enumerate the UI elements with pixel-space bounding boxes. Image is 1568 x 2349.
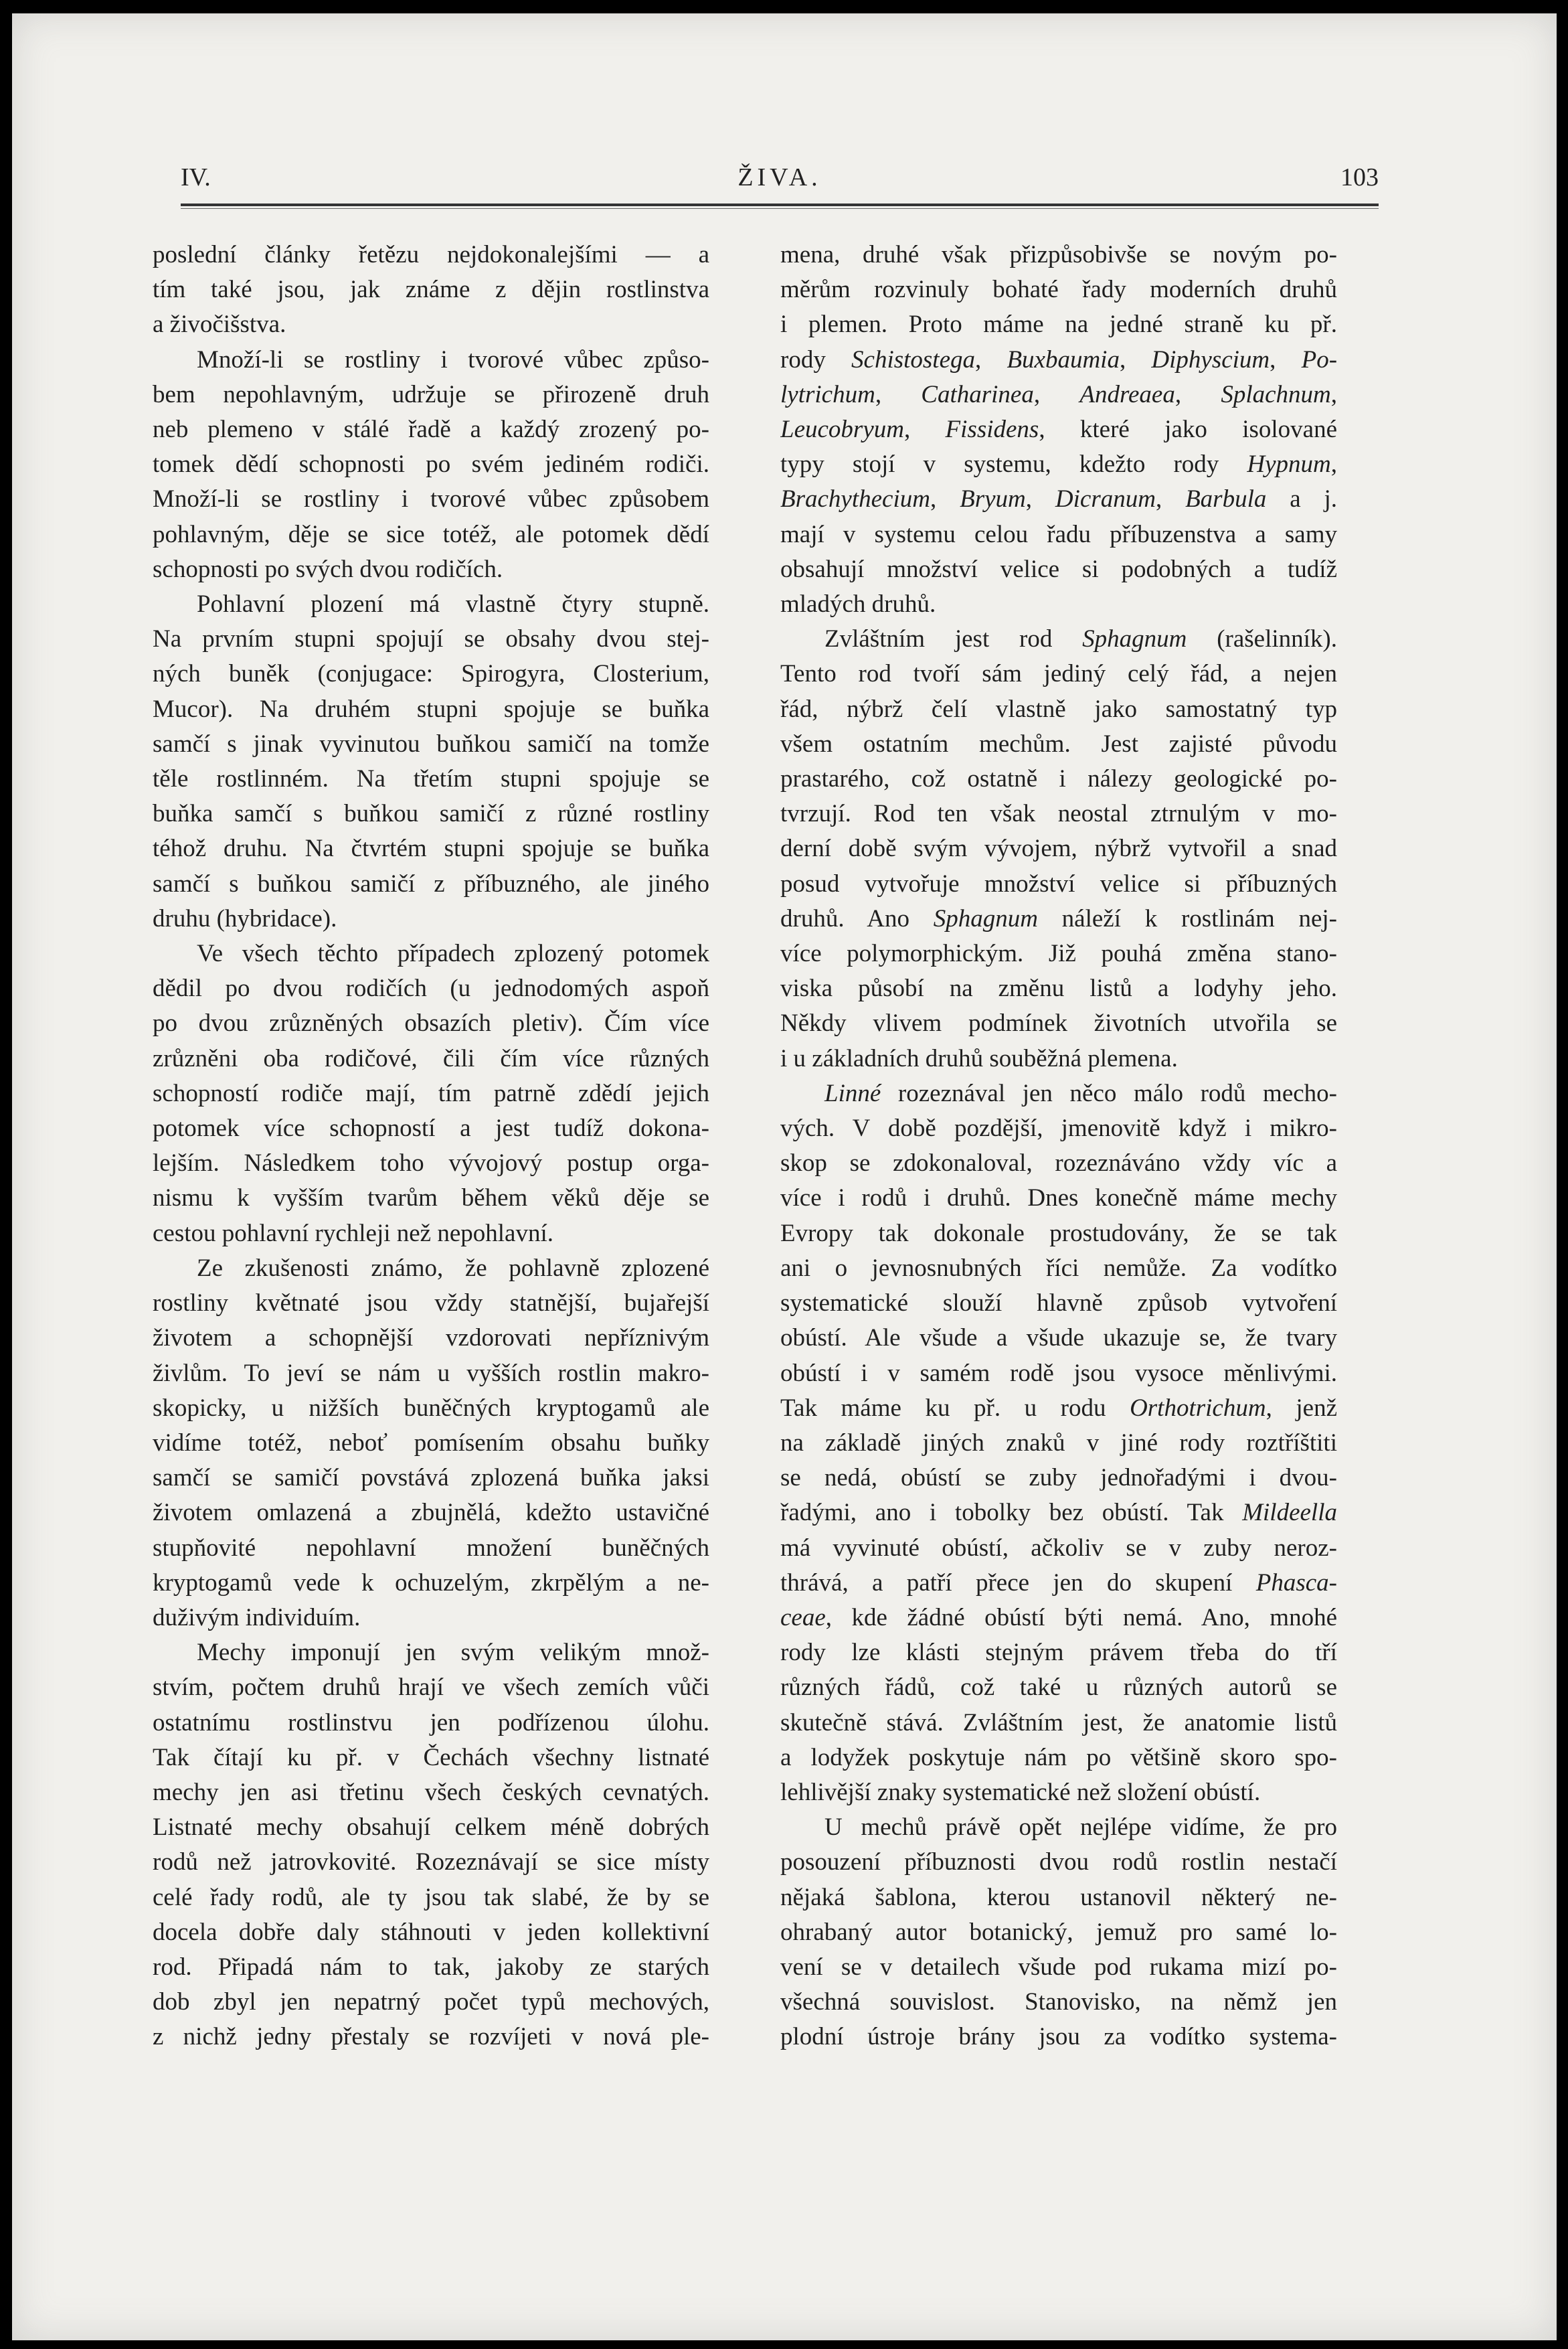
- text-line: dob zbyl jen nepatrný počet typů mechových,: [153, 1988, 709, 2016]
- text-line: rody Schistostega, Buxbaumia, Diphyscium, Po-: [780, 345, 1337, 374]
- text-line: neb plemeno v stálé řadě a každý zrozený po-: [153, 416, 709, 444]
- text-line: Pohlavní plození má vlastně čtyry stupně.: [197, 590, 709, 619]
- text-line: skopicky, u nižších buněčných kryptogamů ale: [153, 1394, 709, 1422]
- book-page: [12, 13, 1557, 2340]
- text-line: cestou pohlavní rychleji než nepohlavní.: [153, 1219, 554, 1247]
- header-rule: [181, 204, 1379, 206]
- text-line: ostatnímu rostlinstvu jen podřízenou úlohu.: [153, 1708, 709, 1736]
- text-line: Mucor). Na druhém stupni spojuje se buňka: [153, 695, 709, 723]
- text-line: Mechy imponují jen svým velikým množ-: [197, 1639, 709, 1667]
- text-line: docela dobře daly stáhnouti v jeden kollektivní: [153, 1918, 709, 1946]
- text-line: životem omlazená a zbujnělá, kdežto ustavičné: [153, 1499, 709, 1527]
- text-line: mena, druhé však přizpůsobivše se novým po-: [780, 241, 1337, 268]
- text-line: stupňovité nepohlavní množení buněčných: [153, 1534, 709, 1562]
- text-line: poslední články řetězu nejdokonalejšími — a: [153, 241, 709, 268]
- text-line: Listnaté mechy obsahují celkem méně dobrých: [153, 1813, 709, 1842]
- text-line: celé řady rodů, ale ty jsou tak slabé, že by se: [153, 1883, 709, 1911]
- text-line: i u základních druhů souběžná plemena.: [780, 1044, 1178, 1072]
- text-line: derní době svým vývojem, nýbrž vytvořil a snad: [780, 835, 1337, 863]
- text-line: mají v systemu celou řadu příbuzenstva a samy: [780, 520, 1337, 548]
- text-line: schopností rodiče mají, tím patrně zdědí jejich: [153, 1079, 709, 1107]
- text-line: ceae, kde žádné obústí býti nemá. Ano, mnohé: [780, 1603, 1337, 1631]
- text-line: tomek dědí schopnosti po svém jediném rodiči.: [153, 451, 709, 479]
- volume-number: IV.: [181, 163, 211, 191]
- text-line: rod. Připadá nám to tak, jakoby ze starých: [153, 1953, 709, 1981]
- text-line: tvrzují. Rod ten však neostal ztrnulým v mo-: [780, 800, 1337, 828]
- text-line: Na prvním stupni spojují se obsahy dvou stej-: [153, 625, 709, 653]
- text-line: lejším. Následkem toho vývojový postup orga-: [153, 1149, 709, 1178]
- text-line: měrům rozvinuly bohaté řady moderních druhů: [780, 276, 1337, 304]
- right-column: [780, 238, 1337, 2055]
- text-line: plodní ústroje brány jsou za vodítko systema-: [780, 2023, 1337, 2051]
- text-line: U mechů právě opět nejlépe vidíme, že pro: [824, 1813, 1337, 1842]
- text-line: potomek více schopností a jest tudíž dokona-: [153, 1115, 709, 1143]
- text-line: druhu (hybridace).: [153, 904, 337, 933]
- text-line: bem nepohlavným, udržuje se přirozeně druh: [153, 380, 709, 408]
- journal-title: ŽIVA.: [737, 163, 822, 191]
- text-line: druhů. Ano Sphagnum náleží k rostlinám nej-: [780, 904, 1337, 933]
- text-line: životem a schopnější vzdorovati nepříznivým: [153, 1324, 709, 1352]
- text-line: samčí s buňkou samičí z příbuzného, ale jiného: [153, 870, 709, 898]
- text-line: i plemen. Proto máme na jedné straně ku př.: [780, 311, 1337, 339]
- text-line: více polymorphickým. Již pouhá změna stano-: [780, 940, 1337, 968]
- text-line: všechná souvislost. Stanovisko, na němž jen: [780, 1988, 1337, 2016]
- text-line: dědil po dvou rodičích (u jednodomých aspoň: [153, 975, 709, 1003]
- text-line: řád, nýbrž čelí vlastně jako samostatný typ: [780, 695, 1337, 723]
- text-line: skop se zdokonaloval, rozeznáváno vždy víc a: [780, 1149, 1337, 1178]
- text-line: na základě jiných znaků v jiné rody roztříštiti: [780, 1429, 1337, 1457]
- text-line: thrává, a patří přece jen do skupení Phasca-: [780, 1568, 1337, 1597]
- text-line: různých řádů, což také u různých autorů se: [780, 1674, 1337, 1702]
- text-line: všem ostatním mechům. Jest zajisté původu: [780, 730, 1337, 758]
- text-line: schopnosti po svých dvou rodičích.: [153, 555, 503, 583]
- text-line: těle rostlinném. Na třetím stupni spojuje se: [153, 765, 709, 793]
- text-line: obústí. Ale všude a všude ukazuje se, že tvary: [780, 1324, 1337, 1352]
- text-line: Tento rod tvoří sám jediný celý řád, a nejen: [780, 660, 1337, 688]
- text-line: živlům. To jeví se nám u vyšších rostlin makro-: [153, 1359, 709, 1387]
- text-line: Leucobryum, Fissidens, které jako isolované: [780, 416, 1337, 444]
- text-line: Tak máme ku př. u rodu Orthotrichum, jenž: [780, 1394, 1337, 1422]
- left-column: [153, 238, 709, 2055]
- text-line: ohrabaný autor botanický, jemuž pro samé lo-: [780, 1918, 1337, 1946]
- text-line: téhož druhu. Na čtvrtém stupni spojuje se buňka: [153, 835, 709, 863]
- text-line: viska působí na změnu listů a lodyhy jeho.: [780, 975, 1337, 1003]
- text-line: duživým individuím.: [153, 1603, 361, 1631]
- text-line: Ze zkušenosti známo, že pohlavně zplozené: [197, 1254, 709, 1282]
- page-number: 103: [1340, 163, 1379, 191]
- text-line: vidíme totéž, neboť pomísením obsahu buňky: [153, 1429, 709, 1457]
- text-line: tím také jsou, jak známe z dějin rostlinstva: [153, 276, 709, 304]
- header-rule-thin: [181, 208, 1379, 209]
- text-line: obsahují množství velice si podobných a tudíž: [780, 555, 1337, 583]
- text-line: systematické slouží hlavně způsob vytvoření: [780, 1289, 1337, 1317]
- text-line: Tak čítají ku př. v Čechách všechny listnaté: [153, 1743, 709, 1771]
- text-line: mechy jen asi třetinu všech českých cevnatých.: [153, 1778, 709, 1806]
- text-line: obústí i v samém rodě jsou vysoce měnlivými.: [780, 1359, 1337, 1387]
- text-line: více i rodů i druhů. Dnes konečně máme mechy: [780, 1184, 1337, 1212]
- text-line: samčí se samičí povstává zplozená buňka jaksi: [153, 1464, 709, 1492]
- text-line: Množí-li se rostliny i tvorové vůbec způso-: [197, 345, 709, 374]
- text-line: Ve všech těchto případech zplozený potomek: [197, 940, 709, 968]
- text-line: ných buněk (conjugace: Spirogyra, Closterium,: [153, 660, 709, 688]
- text-line: Množí-li se rostliny i tvorové vůbec způsobem: [153, 485, 709, 513]
- text-line: ani o jevnosnubných říci nemůže. Za vodítko: [780, 1254, 1337, 1282]
- text-line: rody lze klásti stejným právem třeba do tří: [780, 1639, 1337, 1667]
- text-line: samčí s jinak vyvinutou buňkou samičí na tomže: [153, 730, 709, 758]
- text-line: posud vytvořuje množství velice si příbuzných: [780, 870, 1337, 898]
- text-line: kryptogamů vede k ochuzelým, zkrpělým a ne-: [153, 1568, 709, 1597]
- text-line: vých. V době pozdější, jmenovitě když i mikro-: [780, 1115, 1337, 1143]
- text-line: typy stojí v systemu, kdežto rody Hypnum,: [780, 451, 1337, 479]
- text-line: prastarého, což ostatně i nálezy geologické po-: [780, 765, 1337, 793]
- text-line: skutečně stává. Zvláštním jest, že anatomie listů: [780, 1708, 1337, 1736]
- text-line: lytrichum, Catharinea, Andreaea, Splachnum,: [780, 380, 1337, 408]
- text-line: mladých druhů.: [780, 590, 936, 619]
- text-line: vení se v detailech všude pod rukama mizí po-: [780, 1953, 1337, 1981]
- text-line: po dvou zrůzněných obsazích pletiv). Čím více: [153, 1009, 709, 1038]
- text-line: se nedá, obústí se zuby jednořadými i dvou-: [780, 1464, 1337, 1492]
- running-header: [181, 157, 1379, 197]
- text-line: Zvláštním jest rod Sphagnum (rašelinník).: [824, 625, 1337, 653]
- text-line: Brachythecium, Bryum, Dicranum, Barbula a j.: [780, 485, 1337, 513]
- text-line: rostliny květnaté jsou vždy statnější, bujařejší: [153, 1289, 709, 1317]
- text-line: z nichž jedny přestaly se rozvíjeti v nová ple-: [153, 2023, 709, 2051]
- text-line: pohlavným, děje se sice totéž, ale potomek dědí: [153, 520, 709, 548]
- text-line: zrůzněni oba rodičové, čili čím více různých: [153, 1044, 709, 1072]
- text-line: řadými, ano i tobolky bez obústí. Tak Mildeella: [780, 1499, 1337, 1527]
- text-line: a lodyžek poskytuje nám po většině skoro spo-: [780, 1743, 1337, 1771]
- text-line: Linné rozeznával jen něco málo rodů mecho-: [824, 1079, 1337, 1107]
- text-line: lehlivější znaky systematické než složení obústí.: [780, 1778, 1261, 1806]
- text-line: Někdy vlivem podmínek životních utvořila se: [780, 1009, 1337, 1038]
- text-line: nismu k vyšším tvarům během věků děje se: [153, 1184, 709, 1212]
- text-line: stvím, počtem druhů hrají ve všech zemích vůči: [153, 1674, 709, 1702]
- text-line: posouzení příbuznosti dvou rodů rostlin nestačí: [780, 1848, 1337, 1876]
- text-line: buňka samčí s buňkou samičí z různé rostliny: [153, 800, 709, 828]
- text-line: nějaká šablona, kterou ustanovil některý ne-: [780, 1883, 1337, 1911]
- text-line: má vyvinuté obústí, ačkoliv se v zuby neroz-: [780, 1534, 1337, 1562]
- text-line: rodů než jatrovkovité. Rozeznávají se sice místy: [153, 1848, 709, 1876]
- text-line: a živočišstva.: [153, 311, 286, 339]
- text-line: Evropy tak dokonale prostudovány, že se tak: [780, 1219, 1337, 1247]
